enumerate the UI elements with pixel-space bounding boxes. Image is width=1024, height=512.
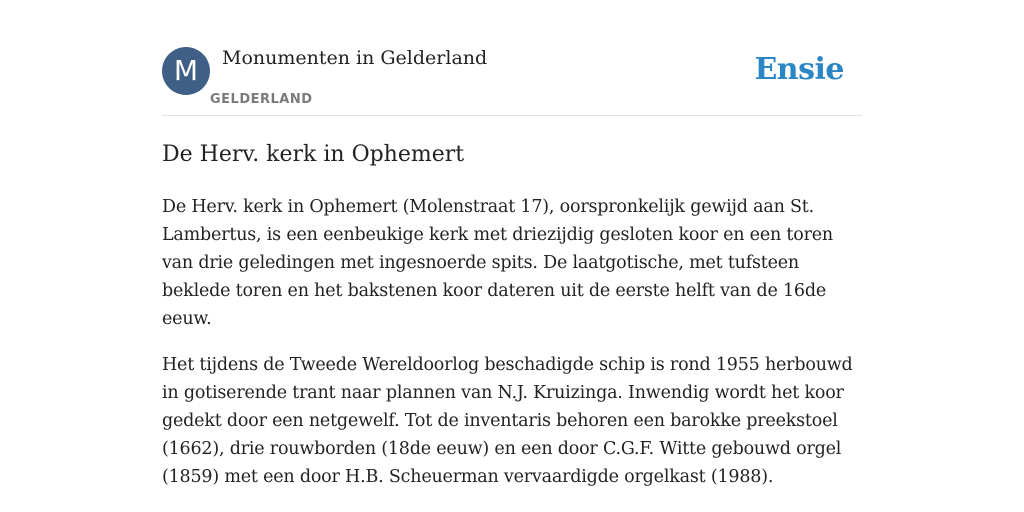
paragraph: Het tijdens de Tweede Wereldoorlog beschadigde schip is rond 1955 herbouwd in gotiserende trant naar plannen van N.J. Kruizinga. Inwendig wordt het koor gedekt door een netgewelf. Tot de inventaris behoren een barokke preekstoel (1662), drie rouwborden (18de eeuw) en een door C.G.F. Witte gebouwd orgel (1859) met een door H.B. Scheuerman vervaardigde orgelkast (1988). xyxy=(162,355,853,487)
avatar[interactable]: M xyxy=(162,47,210,95)
site-title[interactable]: Monumenten in Gelderland xyxy=(222,47,488,69)
paragraph: De Herv. kerk in Ophemert (Molenstraat 17), oorspronkelijk gewijd aan St. Lambertus, is een eenbeukige kerk met driezijdig gesloten koor en een toren van drie geledingen met ingesnoerde spits. De laatgotische, met tufsteen beklede toren en het bakstenen koor dateren uit de eerste helft van de 16de eeuw. xyxy=(162,197,833,329)
ensie-logo[interactable]: Ensie xyxy=(754,52,844,87)
article-title: De Herv. kerk in Ophemert xyxy=(162,142,465,167)
header-divider xyxy=(162,115,862,116)
category-label[interactable]: GELDERLAND xyxy=(210,92,313,107)
header xyxy=(162,46,862,116)
article-body xyxy=(162,193,862,509)
